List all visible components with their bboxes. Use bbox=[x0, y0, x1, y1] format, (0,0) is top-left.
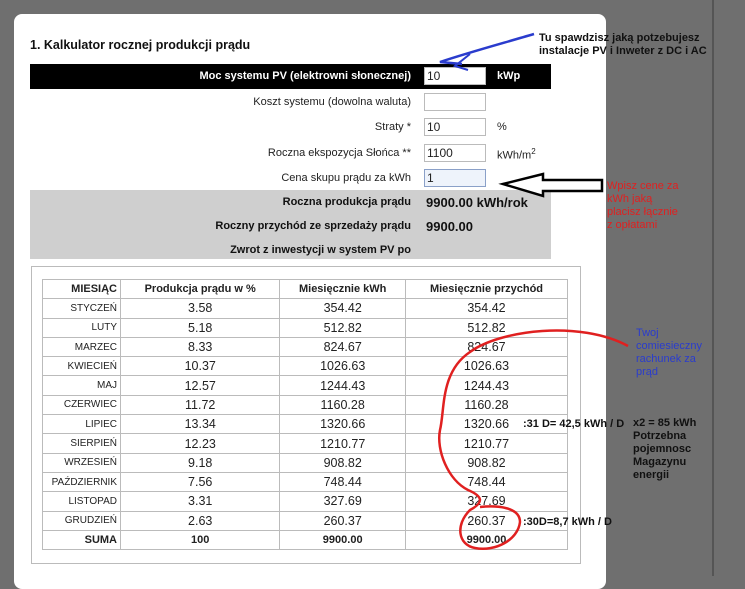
blue-scribble-line bbox=[440, 34, 534, 64]
straty-unit: % bbox=[497, 121, 507, 133]
percent-cell: 12.23 bbox=[121, 434, 280, 453]
straty-input[interactable]: 10 bbox=[424, 118, 486, 136]
produkcja-value: 9900.00 kWh/rok bbox=[426, 195, 528, 210]
cena-label: Cena skupu prądu za kWh bbox=[281, 172, 411, 184]
percent-cell: 9.18 bbox=[121, 453, 280, 472]
revenue-cell: 1026.63 bbox=[405, 357, 567, 376]
percent-cell: 5.18 bbox=[121, 318, 280, 337]
annotation-wpisz-cene: Wpisz cene za kWh jaką placisz łącznie z opłatami bbox=[607, 180, 679, 231]
ekspozycja-unit-exponent: 2 bbox=[531, 147, 536, 156]
kwh-cell: 1320.66 bbox=[280, 415, 406, 434]
kwh-cell: 824.67 bbox=[280, 337, 406, 356]
kwh-cell: 1026.63 bbox=[280, 357, 406, 376]
page-title: 1. Kalkulator rocznej produkcji prądu bbox=[30, 38, 251, 52]
annotation-twoj-rachunek: Twoj comiesieczny rachunek za prąd bbox=[636, 327, 703, 378]
percent-cell: 2.63 bbox=[121, 511, 280, 530]
percent-cell: 3.31 bbox=[121, 492, 280, 511]
header-miesiac: MIESIĄC bbox=[43, 280, 121, 299]
kwh-cell: 327.69 bbox=[280, 492, 406, 511]
kwh-cell: 512.82 bbox=[280, 318, 406, 337]
revenue-cell: 748.44 bbox=[405, 472, 567, 491]
percent-cell: 11.72 bbox=[121, 395, 280, 414]
sum-revenue-cell: 9900.00 bbox=[405, 530, 567, 549]
revenue-cell: 260.37 bbox=[405, 511, 567, 530]
ekspozycja-label: Roczna ekspozycja Słońca ** bbox=[267, 147, 411, 159]
month-cell: LUTY bbox=[43, 318, 121, 337]
percent-cell: 8.33 bbox=[121, 337, 280, 356]
kwh-cell: 1160.28 bbox=[280, 395, 406, 414]
kwh-cell: 1244.43 bbox=[280, 376, 406, 395]
zwrot-label: Zwrot z inwestycji w system PV po bbox=[230, 244, 411, 256]
revenue-cell: 1244.43 bbox=[405, 376, 567, 395]
moc-label: Moc systemu PV (elektrowni słonecznej) bbox=[199, 70, 411, 82]
annotation-grudzien-note: :30D=8,7 kWh / D bbox=[523, 516, 612, 528]
moc-unit: kWp bbox=[497, 70, 521, 82]
straty-label: Straty * bbox=[374, 121, 411, 133]
ekspozycja-unit: kWh/$m^2$ bbox=[497, 147, 536, 162]
header-przychod: Miesięcznie przychód bbox=[405, 280, 567, 299]
przychod-value: 9900.00 bbox=[426, 219, 473, 234]
month-cell: GRUDZIEŃ bbox=[43, 511, 121, 530]
month-cell: SIERPIEŃ bbox=[43, 434, 121, 453]
revenue-cell: 354.42 bbox=[405, 299, 567, 318]
revenue-cell: 1160.28 bbox=[405, 395, 567, 414]
revenue-cell: 824.67 bbox=[405, 337, 567, 356]
percent-cell: 7.56 bbox=[121, 472, 280, 491]
sum-month-cell: SUMA bbox=[43, 530, 121, 549]
month-cell: MARZEC bbox=[43, 337, 121, 356]
header-produkcja: Produkcja prądu w % bbox=[121, 280, 280, 299]
sum-percent-cell: 100 bbox=[121, 530, 280, 549]
annotation-lipiec-note: :31 D= 42,5 kWh / D bbox=[523, 418, 625, 430]
koszt-label: Koszt systemu (dowolna waluta) bbox=[253, 96, 411, 108]
kwh-cell: 260.37 bbox=[280, 511, 406, 530]
month-cell: CZERWIEC bbox=[43, 395, 121, 414]
revenue-cell: 908.82 bbox=[405, 453, 567, 472]
ekspozycja-input[interactable]: 1100 bbox=[424, 144, 486, 162]
annotation-magazyn-note: x2 = 85 kWh Potrzebna pojemnosc Magazynu energii bbox=[633, 417, 697, 481]
revenue-cell: 1320.66 bbox=[405, 415, 567, 434]
month-cell: KWIECIEŃ bbox=[43, 357, 121, 376]
month-cell: STYCZEŃ bbox=[43, 299, 121, 318]
produkcja-label: Roczna produkcja prądu bbox=[282, 196, 411, 208]
percent-cell: 12.57 bbox=[121, 376, 280, 395]
sum-kwh-cell: 9900.00 bbox=[280, 530, 406, 549]
moc-input[interactable]: 10 bbox=[424, 67, 486, 85]
revenue-cell: 512.82 bbox=[405, 318, 567, 337]
annotation-tu-spawdzisz: Tu spawdzisz jaką potzebujesz instalacje PV i Inweter z DC i AC bbox=[539, 32, 707, 57]
cena-input[interactable]: 1 bbox=[424, 169, 486, 187]
revenue-cell: 1210.77 bbox=[405, 434, 567, 453]
black-outline-arrow bbox=[503, 174, 602, 196]
kwh-cell: 748.44 bbox=[280, 472, 406, 491]
kwh-cell: 354.42 bbox=[280, 299, 406, 318]
kwh-cell: 908.82 bbox=[280, 453, 406, 472]
month-cell: LIPIEC bbox=[43, 415, 121, 434]
header-kwh: Miesięcznie kWh bbox=[280, 280, 406, 299]
percent-cell: 10.37 bbox=[121, 357, 280, 376]
month-cell: LISTOPAD bbox=[43, 492, 121, 511]
month-cell: MAJ bbox=[43, 376, 121, 395]
month-cell: WRZESIEŃ bbox=[43, 453, 121, 472]
percent-cell: 3.58 bbox=[121, 299, 280, 318]
percent-cell: 13.34 bbox=[121, 415, 280, 434]
month-cell: PAŹDZIERNIK bbox=[43, 472, 121, 491]
przychod-label: Roczny przychód ze sprzedaży prądu bbox=[215, 220, 411, 232]
kwh-cell: 1210.77 bbox=[280, 434, 406, 453]
revenue-cell: 327.69 bbox=[405, 492, 567, 511]
